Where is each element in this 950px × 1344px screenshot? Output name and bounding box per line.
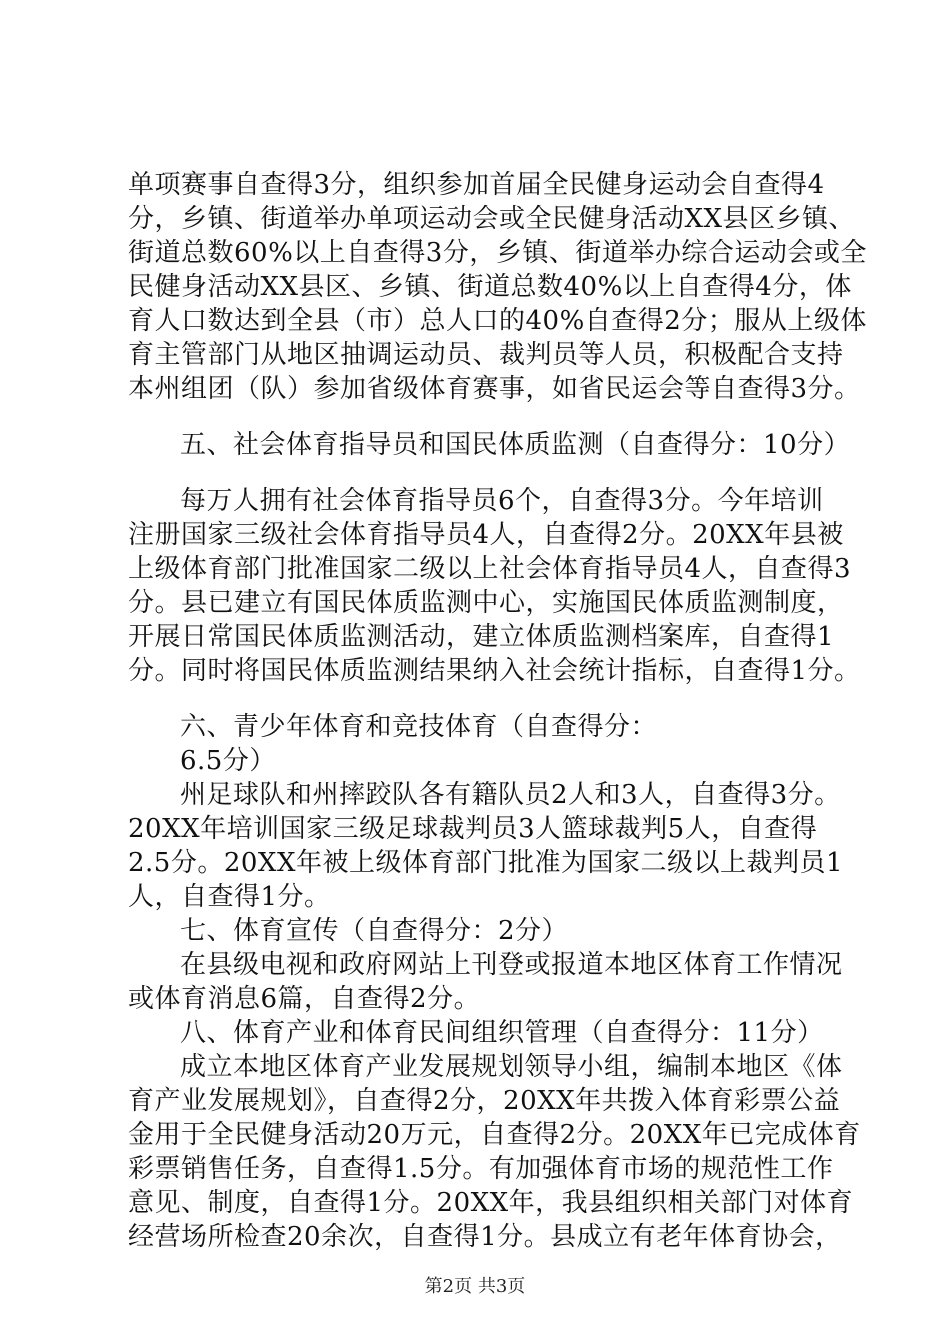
text-line: 成立本地区体育产业发展规划领导小组，编制本地区《体 [180,1052,843,1082]
section-heading-8: 八、体育产业和体育民间组织管理（自查得分：11分） [180,1018,824,1048]
paragraph-sports-publicity [128,948,843,1016]
paragraph-sports-instructors [128,484,861,688]
text-line: 人，自查得1分。 [128,882,331,912]
text-line: 注册国家三级社会体育指导员4人，自查得2分。20XX年县被 [128,520,844,550]
text-line: 分。县已建立有国民体质监测中心，实施国民体质监测制度， [128,588,844,618]
text-line: 20XX年培训国家三级足球裁判员3人篮球裁判5人，自查得 [128,814,818,844]
paragraph-sports-events [128,168,867,406]
page-number-footer: 第2页 共3页 [424,1276,526,1297]
text-line: 育产业发展规划》，自查得2分，20XX年共拨入体育彩票公益 [128,1086,841,1116]
text-line: 意见、制度，自查得1分。20XX年，我县组织相关部门对体育 [128,1188,854,1218]
text-line: 街道总数60%以上自查得3分，乡镇、街道举办综合运动会或全 [128,238,867,268]
text-line: 或体育消息6篇，自查得2分。 [128,984,481,1014]
text-line: 分，乡镇、街道举办单项运动会或全民健身活动XX县区乡镇、 [128,204,856,234]
paragraph-sports-industry [128,1050,861,1254]
section-heading-6: 六、青少年体育和竞技体育（自查得分： [180,712,658,742]
text-line: 金用于全民健身活动20万元，自查得2分。20XX年已完成体育 [128,1120,861,1150]
text-line: 育主管部门从地区抽调运动员、裁判员等人员，积极配合支持 [128,340,844,370]
text-line: 单项赛事自查得3分，组织参加首届全民健身运动会自查得4 [128,170,825,200]
paragraph-gap [128,406,828,428]
text-line: 2.5分。20XX年被上级体育部门批准为国家二级以上裁判员1 [128,848,843,878]
text-line: 上级体育部门批准国家二级以上社会体育指导员4人，自查得3 [128,554,852,584]
text-line: 本州组团（队）参加省级体育赛事，如省民运会等自查得3分。 [128,374,861,404]
document-body [128,168,867,1254]
section-heading-5: 五、社会体育指导员和国民体质监测（自查得分：10分） [180,430,851,460]
text-line: 州足球队和州摔跤队各有籍队员2人和3人，自查得3分。 [180,780,841,810]
paragraph-youth-sports [128,778,843,914]
text-line: 每万人拥有社会体育指导员6个，自查得3分。今年培训 [180,486,824,516]
text-line: 育人口数达到全县（市）总人口的40%自查得2分；服从上级体 [128,306,867,336]
text-line: 民健身活动XX县区、乡镇、街道总数40%以上自查得4分，体 [128,272,852,302]
section-heading-6-continued: 6.5分） [180,746,276,776]
text-line: 在县级电视和政府网站上刊登或报道本地区体育工作情况 [180,950,843,980]
paragraph-gap [128,688,828,710]
text-line: 彩票销售任务，自查得1.5分。有加强体育市场的规范性工作 [128,1154,834,1184]
paragraph-gap [128,462,828,484]
text-line: 分。同时将国民体质监测结果纳入社会统计指标，自查得1分。 [128,656,861,686]
text-line: 经营场所检查20余次，自查得1分。县成立有老年体育协会， [128,1222,842,1252]
text-line: 开展日常国民体质监测活动，建立体质监测档案库，自查得1 [128,622,835,652]
section-heading-7: 七、体育宣传（自查得分：2分） [180,916,569,946]
